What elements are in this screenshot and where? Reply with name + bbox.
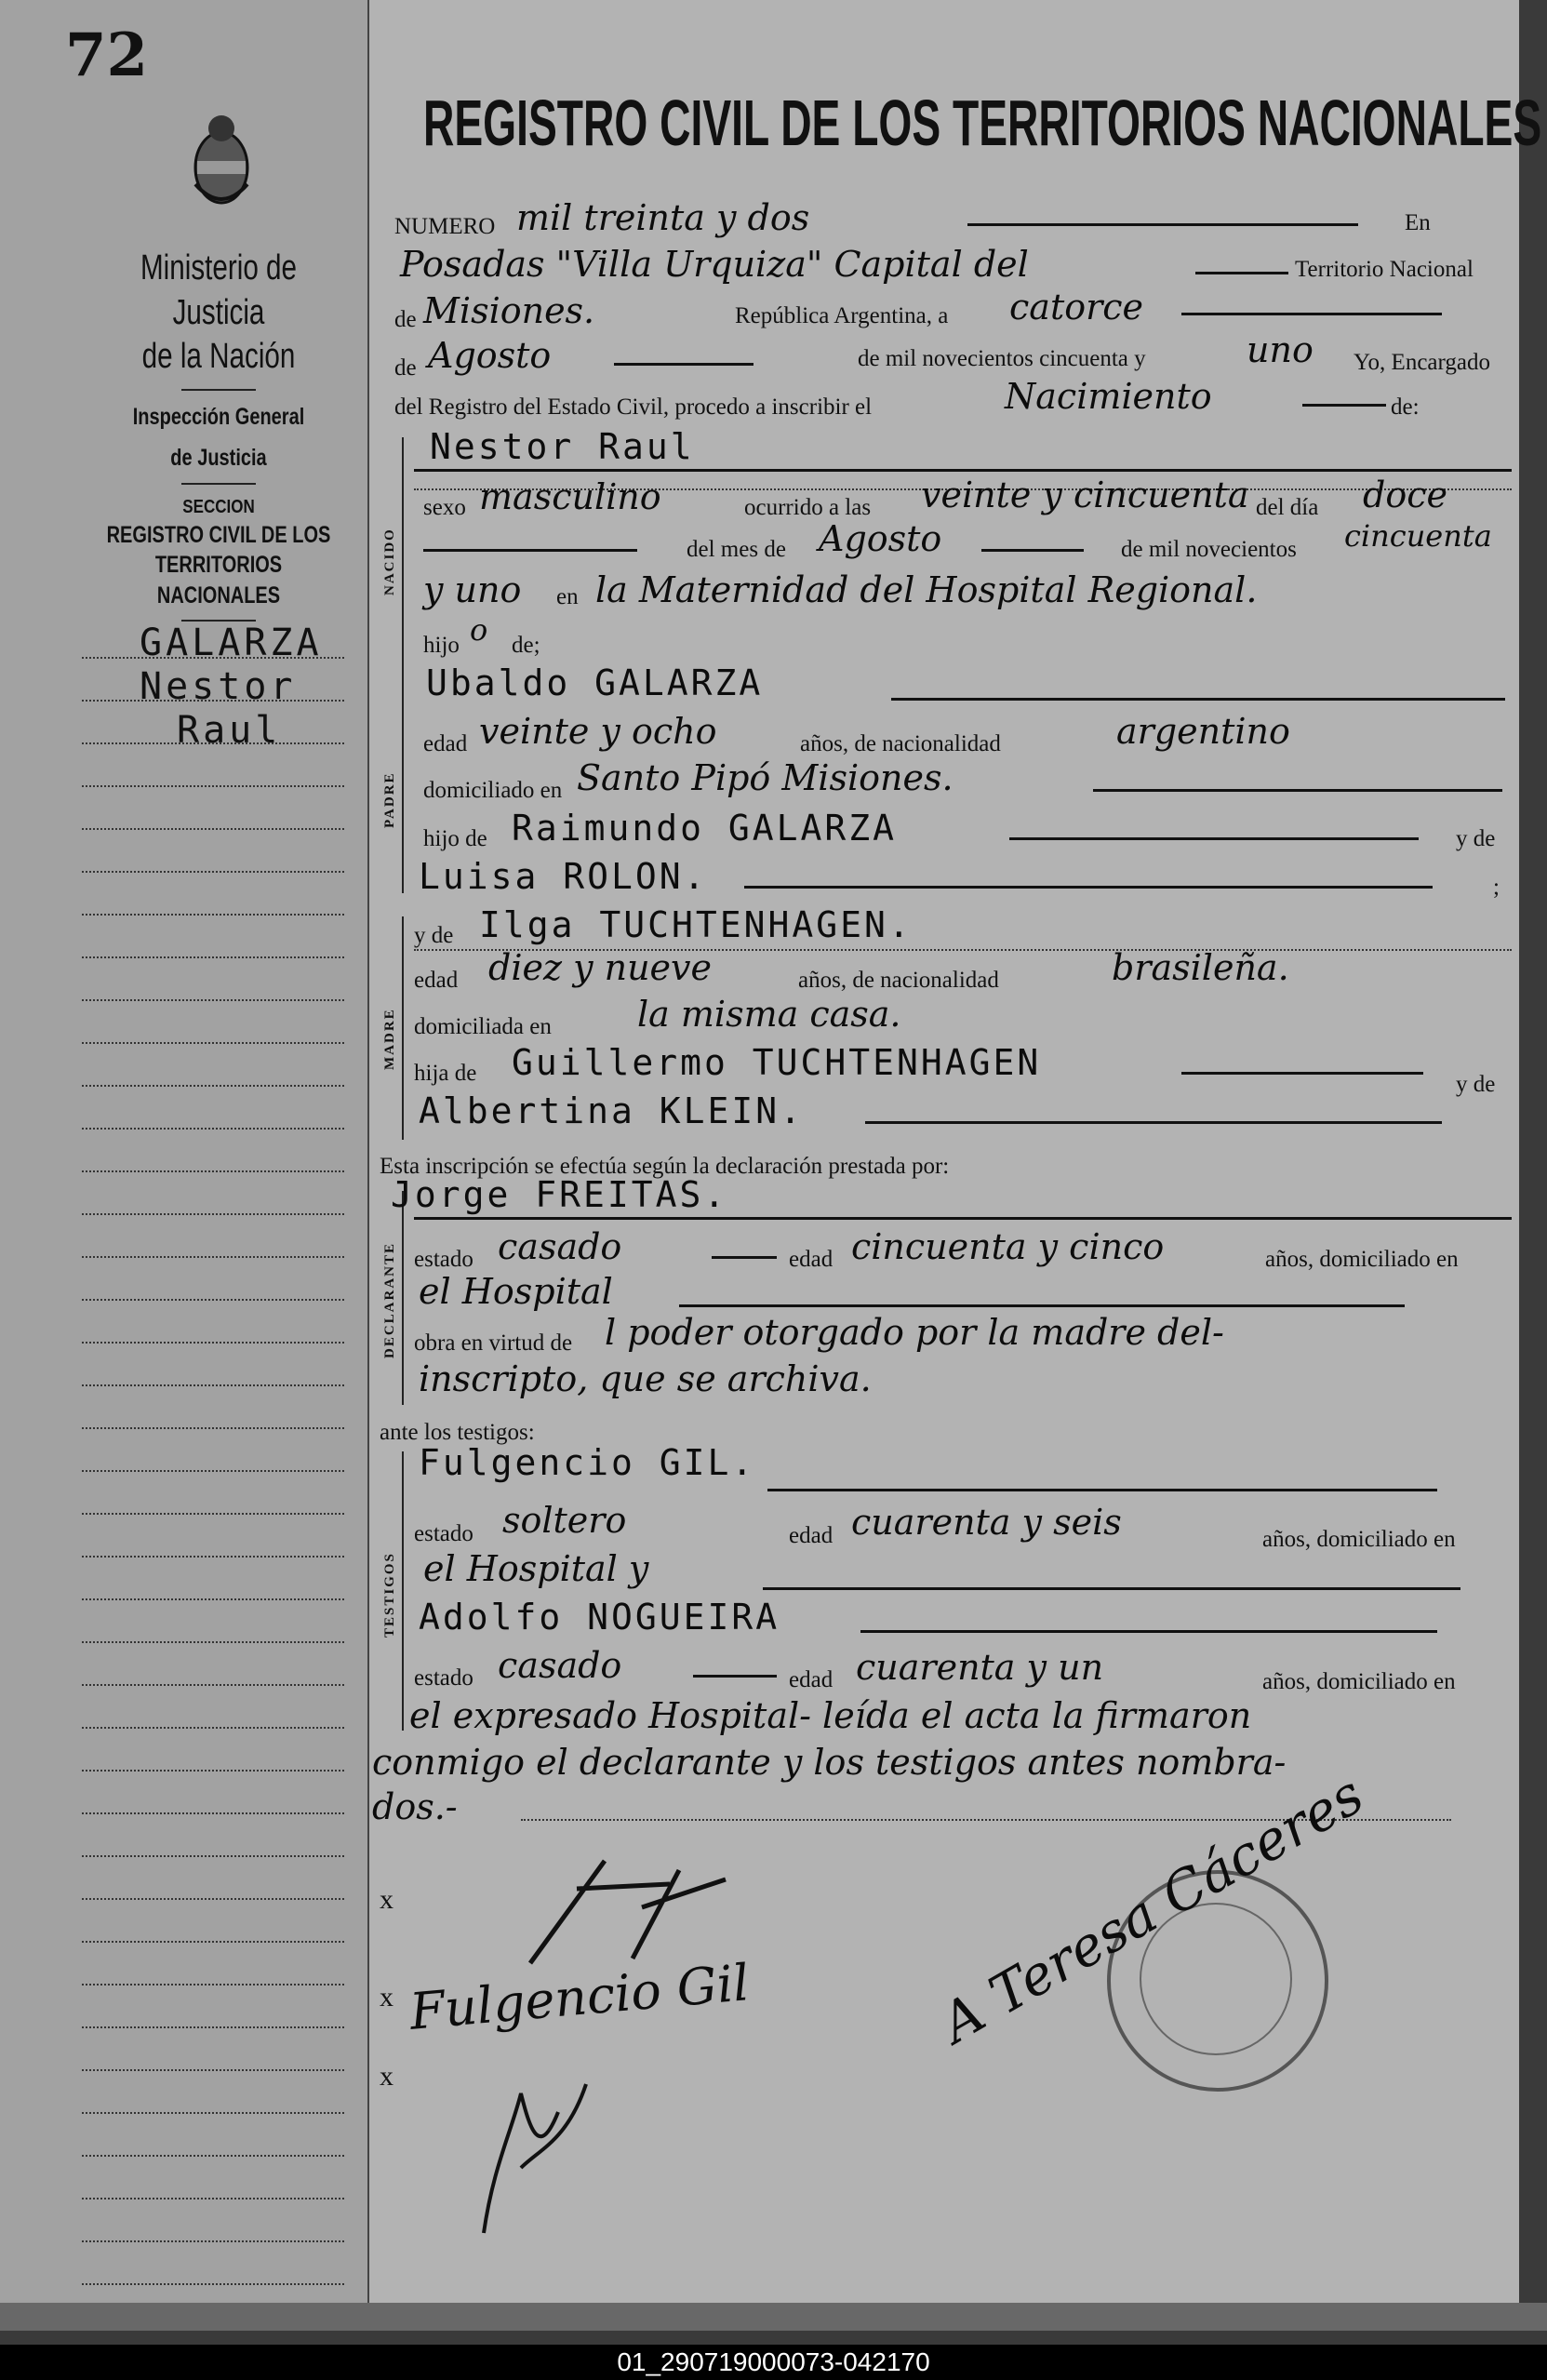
edad-declarante-label: edad [789, 1247, 834, 1272]
mil-nac-label: de mil novecientos [1121, 537, 1297, 562]
margin-ruled-line [82, 1812, 344, 1814]
margin-ruled-line [82, 2198, 344, 2199]
mes-label: del mes de [687, 537, 786, 562]
margin-ruled-line [82, 2112, 344, 2114]
firma-marca-2: x [380, 1982, 393, 2012]
abuelo-materno: Guillermo TUCHTENHAGEN [512, 1042, 1042, 1083]
margin-ruled-line [82, 1042, 344, 1044]
signature-encargada: A Teresa Cáceres [930, 1762, 1374, 2055]
fill-line [1009, 837, 1419, 840]
margin-given-name-2: Raul [177, 709, 282, 752]
edad-padre-value: veinte y ocho [479, 711, 717, 752]
margin-ruled-line [82, 2026, 344, 2028]
domicilio-testigo1-label: años, domiciliado en [1262, 1527, 1456, 1552]
de-label-2: de [394, 355, 417, 381]
fill-line [1093, 789, 1502, 792]
obra-value-2: inscripto, que se archiva. [419, 1358, 872, 1399]
declarante-nombre: Jorge FREITAS. [391, 1174, 728, 1215]
margin-ruled-line [82, 1085, 344, 1087]
abuela-materna: Albertina KLEIN. [419, 1090, 805, 1131]
republica-label: República Argentina, a [735, 303, 949, 328]
signature-testigo1: Fulgencio Gil [407, 1953, 752, 2041]
estado-declarante-label: estado [414, 1247, 473, 1272]
section-line-2: REGISTRO CIVIL DE LOS [106, 521, 331, 548]
margin-ruled-line [82, 742, 344, 744]
mes-nac-value: Agosto [819, 518, 942, 559]
section-madre: MADRE [382, 1008, 397, 1070]
en-label: En [1405, 210, 1431, 235]
padre-nombre: Ubaldo GALARZA [426, 662, 764, 703]
dia-value: catorce [1009, 287, 1144, 328]
cierre-linea-3: dos.- [372, 1786, 458, 1827]
domicilio-madre-value: la misma casa. [637, 994, 901, 1035]
fill-line [712, 1256, 777, 1259]
estado-declarante-value: casado [498, 1226, 622, 1267]
edad-testigo1-value: cuarenta y seis [851, 1502, 1122, 1543]
fill-line [767, 1489, 1437, 1491]
fill-line [744, 886, 1433, 889]
fill-line [967, 223, 1358, 226]
inspection-line-2: de Justicia [170, 445, 267, 471]
margin-ruled-line [82, 785, 344, 787]
margin-ruled-line [82, 1384, 344, 1386]
estado-testigo2-label: estado [414, 1665, 473, 1691]
lugar-nac-value: la Maternidad del Hospital Regional. [595, 569, 1258, 610]
margin-ruled-line [82, 1984, 344, 1986]
y-de-madre-label: y de [414, 923, 454, 948]
fill-line [763, 1587, 1460, 1590]
semicolon: ; [1493, 875, 1500, 900]
margin-ruled-line [82, 871, 344, 873]
margin-ruled-line [82, 914, 344, 916]
nacionalidad-madre-label: años, de nacionalidad [798, 968, 999, 993]
fill-line [1302, 404, 1386, 407]
margin-ruled-line [82, 1598, 344, 1600]
margin-ruled-line [82, 956, 344, 958]
edad-madre-value: diez y nueve [488, 947, 713, 988]
domicilio-testigo2-label: años, domiciliado en [1262, 1669, 1456, 1694]
margin-ruled-line [82, 1855, 344, 1857]
estado-testigo2-value: casado [498, 1645, 622, 1686]
margin-ruled-line [82, 1556, 344, 1558]
section-bracket [402, 916, 404, 1140]
domicilio-declarante-value: el Hospital [419, 1271, 613, 1312]
margin-ruled-line [82, 1727, 344, 1729]
fill-line [414, 469, 1512, 472]
fill-line [693, 1675, 777, 1678]
domicilio-testigo1-value: el Hospital y [423, 1548, 649, 1589]
section-padre: PADRE [382, 771, 397, 828]
ministry-line-2: de la Nación [141, 337, 296, 376]
fill-line [614, 363, 753, 366]
de-colon-label: de: [1391, 394, 1420, 420]
image-caption: 01_290719000073-042170 [0, 2345, 1547, 2380]
lugar-value: Posadas "Villa Urquiza" Capital del [400, 244, 1029, 285]
fill-line [414, 1217, 1512, 1220]
margin-ruled-line [82, 657, 344, 659]
obra-label: obra en virtud de [414, 1330, 573, 1356]
firma-marca-1: x [380, 1884, 393, 1915]
hija-de-label: hija de [414, 1061, 477, 1086]
ante-testigos-label: ante los testigos: [380, 1420, 535, 1445]
folio-number: 72 [65, 20, 149, 90]
anio-value: uno [1247, 329, 1314, 370]
ministry-heading [65, 247, 372, 631]
de-semicolon-label: de; [512, 633, 540, 658]
section-nacido: NACIDO [382, 528, 397, 595]
domicilio-padre-value: Santo Pipó Misiones. [577, 757, 954, 798]
section-line-1: SECCION [182, 496, 255, 517]
y-de-label: y de [1456, 826, 1496, 851]
inscripcion-label: Esta inscripción se efectúa según la declaración prestada por: [380, 1154, 950, 1179]
y-de-madre-label-2: y de [1456, 1072, 1496, 1097]
fill-line [679, 1304, 1405, 1307]
margin-ruled-line [82, 1213, 344, 1215]
section-testigos: TESTIGOS [382, 1552, 397, 1638]
domicilio-padre-label: domiciliado en [423, 778, 563, 803]
estado-testigo1-label: estado [414, 1521, 473, 1546]
dia-label: del día [1256, 495, 1319, 520]
margin-ruled-line [82, 1427, 344, 1429]
fill-line [423, 549, 637, 552]
section-bracket [402, 1451, 404, 1731]
margin-ruled-line [82, 1684, 344, 1686]
madre-nombre: Ilga TUCHTENHAGEN. [479, 904, 913, 945]
edad-madre-label: edad [414, 968, 459, 993]
margin-surname: GALARZA [140, 622, 323, 664]
section-bracket [402, 437, 404, 670]
abuelo-paterno: Raimundo GALARZA [512, 808, 898, 849]
anio-nac-value: cincuenta [1344, 518, 1492, 554]
territorio-label: Territorio Nacional [1295, 257, 1474, 282]
mil-label: de mil novecientos cincuenta y [858, 346, 1146, 371]
sexo-label: sexo [423, 495, 466, 520]
ocurrido-label: ocurrido a las [744, 495, 872, 520]
acto-value: Nacimiento [1005, 376, 1212, 417]
testigo2-nombre: Adolfo NOGUEIRA [419, 1597, 780, 1638]
fill-line [891, 698, 1505, 701]
margin-ruled-line [82, 1299, 344, 1301]
fill-line [981, 549, 1084, 552]
page-title: REGISTRO CIVIL DE LOS TERRITORIOS NACIONALES [423, 87, 1542, 159]
section-bracket [402, 670, 404, 893]
edad-testigo2-label: edad [789, 1667, 834, 1692]
numero-label: NUMERO [394, 214, 496, 239]
encargado-label: Yo, Encargado [1354, 350, 1490, 375]
edad-testigo2-value: cuarenta y un [856, 1647, 1104, 1688]
fill-line [1195, 272, 1288, 274]
obra-value-1: l poder otorgado por la madre del- [605, 1312, 1224, 1353]
hijo-value: o [470, 612, 488, 648]
fill-line [865, 1121, 1442, 1124]
divider [181, 483, 256, 485]
margin-ruled-line [82, 828, 344, 830]
sexo-value: masculino [479, 476, 661, 517]
mes-value: Agosto [428, 335, 552, 376]
firma-marca-3: x [380, 2061, 393, 2092]
cierre-linea-1: el expresado Hospital- leída el acta la firmaron [409, 1695, 1252, 1736]
margin-ruled-line [82, 2240, 344, 2242]
margin-ruled-line [82, 1898, 344, 1900]
edad-declarante-value: cincuenta y cinco [851, 1226, 1165, 1267]
hijo-label: hijo [423, 633, 460, 658]
left-margin [0, 0, 369, 2303]
domicilio-declarante-label: años, domiciliado en [1265, 1247, 1459, 1272]
cierre-linea-2: conmigo el declarante y los testigos antes nombra- [372, 1742, 1287, 1783]
margin-given-name: Nestor [140, 665, 297, 708]
divider [181, 389, 256, 391]
fill-line [1181, 1072, 1423, 1075]
territorio-value: Misiones. [423, 290, 595, 331]
margin-ruled-line [82, 1470, 344, 1472]
margin-ruled-line [82, 1128, 344, 1130]
national-coat-of-arms-icon [184, 110, 259, 225]
ministry-line-1: Ministerio de Justicia [140, 248, 298, 332]
nacionalidad-padre-label: años, de nacionalidad [800, 731, 1001, 756]
margin-ruled-line [82, 2069, 344, 2071]
margin-ruled-line [82, 1342, 344, 1344]
margin-ruled-line [82, 1513, 344, 1515]
en-nac-label: en [556, 584, 579, 609]
section-line-3: TERRITORIOS NACIONALES [154, 552, 283, 608]
edad-testigo1-label: edad [789, 1523, 834, 1548]
margin-ruled-line [82, 1170, 344, 1172]
margin-ruled-line [82, 700, 344, 702]
hora-value: veinte y cincuenta [921, 475, 1249, 515]
edad-padre-label: edad [423, 731, 468, 756]
registro-label: del Registro del Estado Civil, procedo a inscribir el [394, 394, 873, 420]
section-declarante: DECLARANTE [382, 1241, 397, 1358]
de-label: de [394, 307, 417, 332]
nacido-nombre: Nestor Raul [430, 426, 695, 467]
estado-testigo1-value: soltero [502, 1500, 627, 1541]
domicilio-madre-label: domiciliada en [414, 1014, 552, 1039]
margin-ruled-line [82, 2155, 344, 2157]
nacionalidad-madre-value: brasileña. [1112, 947, 1289, 988]
margin-ruled-line [82, 2283, 344, 2285]
margin-ruled-line [82, 1770, 344, 1772]
hijo-de-label: hijo de [423, 826, 487, 851]
section-bracket [402, 1191, 404, 1405]
margin-ruled-line [82, 1256, 344, 1258]
signature-testigo2 [456, 2056, 605, 2246]
nacionalidad-padre-value: argentino [1116, 711, 1290, 752]
fill-line [1181, 313, 1442, 315]
abuela-paterna: Luisa ROLON. [419, 856, 708, 897]
margin-ruled-line [82, 1941, 344, 1943]
page-edge [0, 2303, 1547, 2331]
anio-nac-value-2: y uno [423, 569, 522, 610]
inspection-line-1: Inspección General [132, 403, 305, 430]
dia-nac-value: doce [1363, 475, 1447, 515]
numero-value: mil treinta y dos [516, 197, 810, 238]
margin-ruled-line [82, 999, 344, 1001]
fill-line [860, 1630, 1437, 1633]
margin-ruled-line [82, 1641, 344, 1643]
testigo1-nombre: Fulgencio GIL. [419, 1442, 756, 1483]
